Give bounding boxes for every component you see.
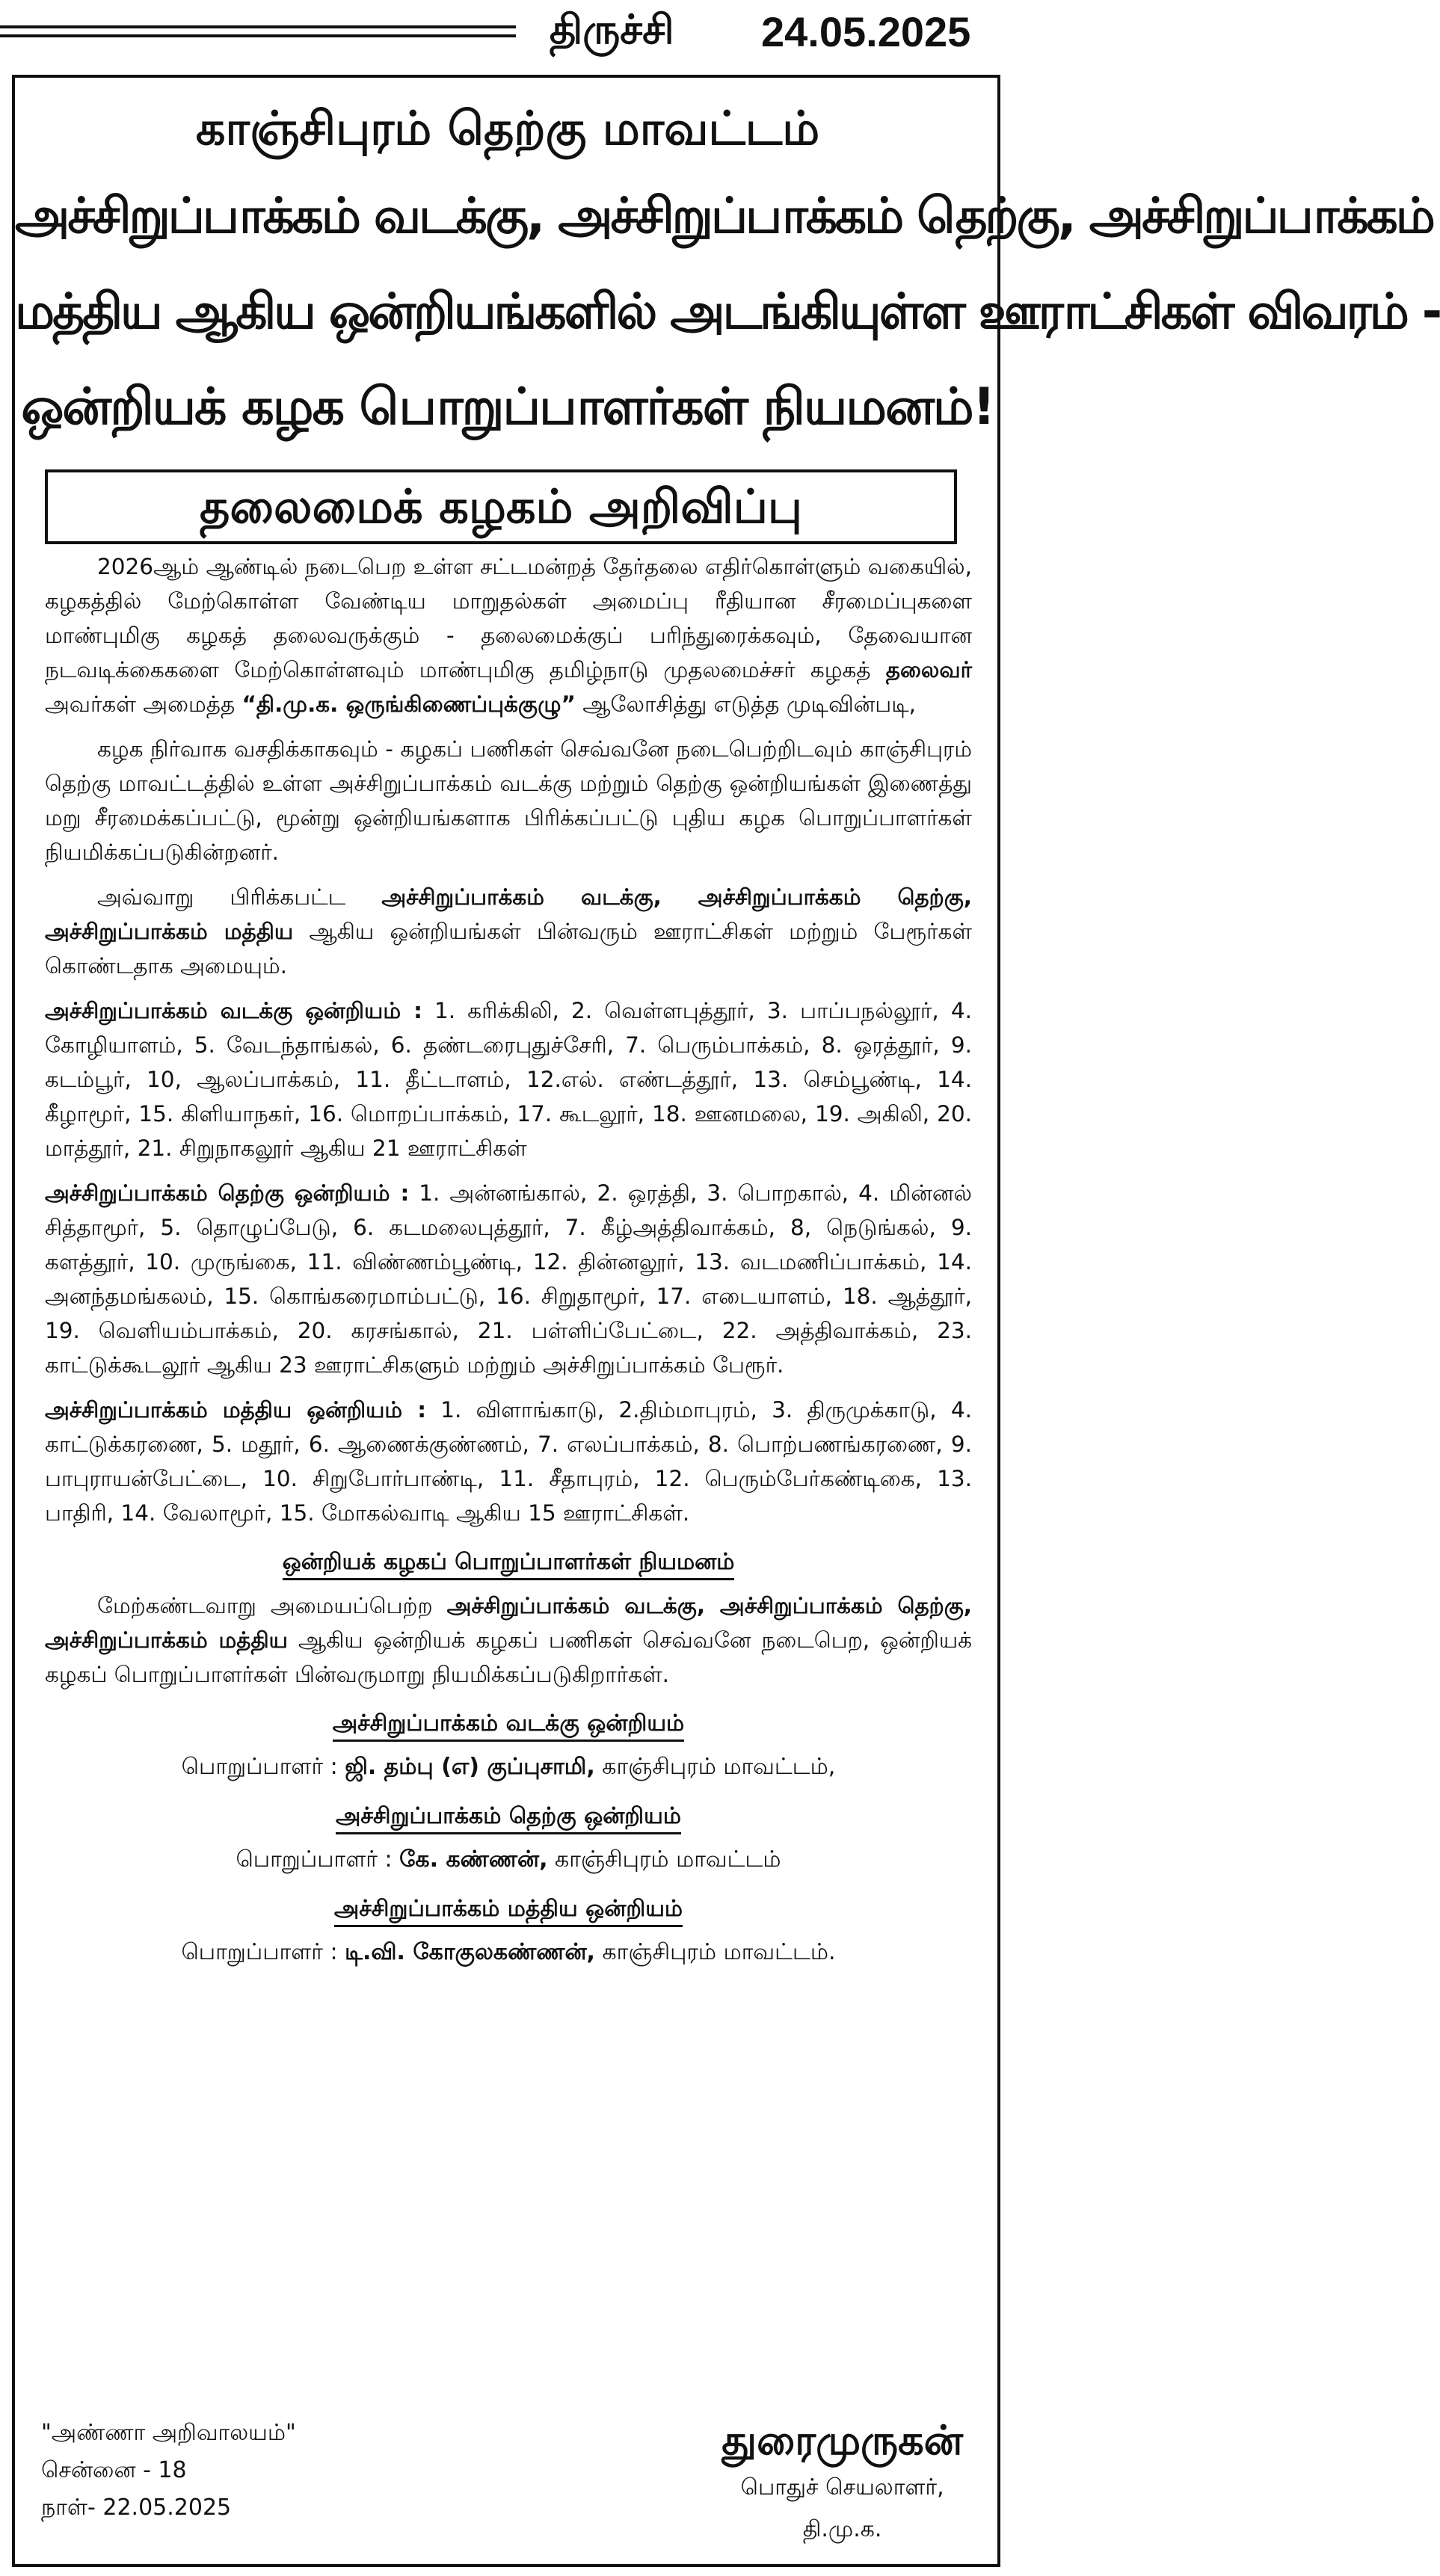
headline-line-3: ஒன்றியக் கழக பொறுப்பாளர்கள் நியமனம்! — [21, 378, 994, 437]
paragraph-intro — [45, 549, 972, 721]
appointee-prefix: பொறுப்பாளர் : — [181, 1939, 345, 1965]
appointment-intro-text: மேற்கண்டவாறு அமையப்பெற்ற — [97, 1593, 447, 1618]
notice-title: தலைமைக் கழகம் அறிவிப்பு — [199, 479, 803, 534]
south-union-villages: 1. அன்னங்கால், 2. ஒரத்தி, 3. பொறகால், 4. மின்னல் சித்தாமூர், 5. தொழுப்பேடு, 6. கடமலைபுத்தூர், 7. கீழ்அத்திவாக்கம், 8, நெடுங்கல், 9. களத்தூர், 10. முருங்கை, 11. விண்ணம்பூண்டி, 12. தின்னலூர், 13. வடமணிப்பாக்கம், 14. அனந்தமங்கலம், 15. கொங்கரைமாம்பட்டு, 16. சிறுதாமூர், 17. எடையாளம், 18. ஆத்தூர், 19. வெளியம்பாக்கம், 20. கரசங்கால், 21. பள்ளிப்பேட்டை, 22. அத்திவாக்கம், 23. காட்டுக்கூடலூர் ஆகிய 23 ஊராட்சிகளும் மற்றும் அச்சிறுப்பாக்கம் பேரூர். — [45, 1180, 972, 1378]
appointee-prefix: பொறுப்பாளர் : — [181, 1754, 345, 1780]
signatory-block — [721, 2415, 963, 2551]
masthead-rule — [0, 34, 516, 37]
appointment-heading — [45, 1545, 972, 1580]
central-appointment-heading-text: அச்சிறுப்பாக்கம் மத்திய ஒன்றியம் — [334, 1896, 683, 1927]
headline-line-2: மத்திய ஆகிய ஒன்றியங்களில் அடங்கியுள்ள ஊராட்சிகள் விவரம் - — [15, 283, 1440, 340]
north-union-label: அச்சிறுப்பாக்கம் வடக்கு ஒன்றியம் : — [45, 998, 422, 1023]
north-appointee — [45, 1750, 972, 1784]
central-appointment-heading — [45, 1892, 972, 1926]
south-appointee-name: கே. கண்ணன், — [399, 1846, 548, 1873]
issue-place: "அண்ணா அறிவாலயம்" — [41, 2420, 296, 2446]
signatory-designation: பொதுச் செயலாளர், — [740, 2474, 944, 2500]
para1-text: 2026ஆம் ஆண்டில் நடைபெற உள்ள சட்டமன்றத் தேர்தலை எதிர்கொள்ளும் வகையில், கழகத்தில் மேற்கொள்ள வேண்டிய மாறுதல்கள் அமைப்பு ரீதியான சீரமைப்புகளை மாண்புமிகு கழகத் தலைவருக்கும் - தலைமைக்குப் பரிந்துரைக்கவும், தேவையான நடவடிக்கைகளை மேற்கொள்ளவும் மாண்புமிகு தமிழ்நாடு முதலமைச்சர் கழகத் — [45, 554, 972, 682]
issue-city: சென்னை - 18 — [41, 2457, 187, 2483]
appointee-district: காஞ்சிபுரம் மாவட்டம். — [594, 1939, 836, 1965]
issue-place-block — [41, 2415, 296, 2527]
para1-text: அவர்கள் அமைத்த — [45, 691, 242, 717]
north-union-list — [45, 993, 972, 1165]
para1-text: ஆலோசித்து எடுத்த முடிவின்படி, — [575, 691, 917, 717]
appointee-district: காஞ்சிபுரம் மாவட்டம் — [547, 1846, 781, 1873]
paragraph-division — [45, 880, 972, 983]
paragraph-restructure: கழக நிர்வாக வசதிக்காகவும் - கழகப் பணிகள் செவ்வனே நடைபெற்றிடவும் காஞ்சிபுரம் தெற்கு மாவட்டத்தில் உள்ள அச்சிறுப்பாக்கம் வடக்கு மற்றும் தெற்கு ஒன்றியங்கள் இணைத்து மறு சீரமைக்கப்பட்டு, மூன்று ஒன்றியங்களாக பிரிக்கப்பட்டு புதிய கழக பொறுப்பாளர்கள் நியமிக்கப்படுகின்றனர். — [45, 736, 972, 865]
para1-bold-committee: “தி.மு.க. ஒருங்கிணைப்புக்குழு” — [241, 691, 576, 717]
central-union-villages: 1. விளாங்காடு, 2.திம்மாபுரம், 3. திருமுக்காடு, 4. காட்டுக்கரணை, 5. மதூர், 6. ஆணைக்குண்ணம், 7. எலப்பாக்கம், 8. பொற்பணங்கரணை, 9. பாபுராயன்பேட்டை, 10. சிறுபோர்பாண்டி, 11. சீதாபுரம், 12. பெரும்பேர்கண்டிகை, 13. பாதிரி, 14. வேலாமூர், 15. மோகல்வாடி ஆகிய 15 ஊராட்சிகள். — [45, 1397, 972, 1526]
issue-date: நாள்- 22.05.2025 — [41, 2495, 232, 2521]
south-appointment-heading-text: அச்சிறுப்பாக்கம் தெற்கு ஒன்றியம் — [336, 1803, 681, 1834]
north-appointee-name: ஜி. தம்பு (எ) குப்புசாமி, — [345, 1754, 595, 1780]
appointment-intro — [45, 1589, 972, 1692]
signatory-party: தி.மு.க. — [802, 2516, 882, 2542]
masthead-city: திருச்சி — [550, 6, 674, 53]
appointment-intro-text: ஆகிய ஒன்றியக் கழகப் பணிகள் செவ்வனே நடைபெற, ஒன்றியக் கழகப் பொறுப்பாளர்கள் பின்வருமாறு நியமிக்கப்படுகிறார்கள். — [45, 1627, 972, 1687]
south-appointment-heading — [45, 1799, 972, 1834]
headline-line-1: அச்சிறுப்பாக்கம் வடக்கு, அச்சிறுப்பாக்கம் தெற்கு, அச்சிறுப்பாக்கம் — [15, 187, 1433, 244]
central-appointee — [45, 1935, 972, 1970]
central-appointee-name: டி.வி. கோகுலகண்ணன், — [345, 1939, 595, 1965]
notice-body — [45, 549, 972, 1980]
central-union-list — [45, 1393, 972, 1530]
para3-text: ஆகிய ஒன்றியங்கள் பின்வரும் ஊராட்சிகள் மற்றும் பேரூர்கள் கொண்டதாக அமையும். — [45, 919, 972, 979]
masthead-rule — [0, 25, 516, 28]
south-appointee — [45, 1843, 972, 1877]
north-appointment-heading — [45, 1707, 972, 1741]
district-heading: காஞ்சிபுரம் தெற்கு மாவட்டம் — [195, 101, 820, 155]
para3-text: அவ்வாறு பிரிக்கபட்ட — [97, 884, 382, 910]
appointment-heading-text: ஒன்றியக் கழகப் பொறுப்பாளர்கள் நியமனம் — [283, 1549, 735, 1580]
central-union-label: அச்சிறுப்பாக்கம் மத்திய ஒன்றியம் : — [45, 1397, 427, 1423]
appointee-prefix: பொறுப்பாளர் : — [236, 1846, 400, 1873]
para1-bold-leader: தலைவர் — [885, 657, 972, 682]
masthead — [0, 0, 1015, 67]
para3-bold-unions: அச்சிறுப்பாக்கம் வடக்கு, அச்சிறுப்பாக்கம் தெற்கு, அச்சிறுப்பாக்கம் மத்திய — [45, 884, 972, 944]
south-union-label: அச்சிறுப்பாக்கம் தெற்கு ஒன்றியம் : — [45, 1180, 410, 1206]
north-union-villages: 1. கரிக்கிலி, 2. வெள்ளபுத்தூர், 3. பாப்பநல்லூர், 4. கோழியாளம், 5. வேடந்தாங்கல், 6. தண்டரைபுதுச்சேரி, 7. பெரும்பாக்கம், 8. ஒரத்தூர், 9. கடம்பூர், 10, ஆலப்பாக்கம், 11. தீட்டாளம், 12.எல். எண்டத்தூர், 13. செம்பூண்டி, 14. கீழாமூர், 15. கிளியாநகர், 16. மொறப்பாக்கம், 17. கூடலூர், 18. ஊனமலை, 19. அகிலி, 20. மாத்தூர், 21. சிறுநாகலூர் ஆகிய 21 ஊராட்சிகள் — [45, 998, 972, 1161]
appointee-district: காஞ்சிபுரம் மாவட்டம், — [594, 1754, 836, 1780]
masthead-date: 24.05.2025 — [761, 8, 971, 55]
south-union-list — [45, 1176, 972, 1382]
signatory-name: துரைமுருகன் — [721, 2417, 963, 2464]
appointment-intro-bold: அச்சிறுப்பாக்கம் வடக்கு, அச்சிறுப்பாக்கம் தெற்கு, அச்சிறுப்பாக்கம் மத்திய — [45, 1593, 972, 1653]
north-appointment-heading-text: அச்சிறுப்பாக்கம் வடக்கு ஒன்றியம் — [333, 1710, 684, 1742]
notice-title-box — [45, 469, 957, 544]
